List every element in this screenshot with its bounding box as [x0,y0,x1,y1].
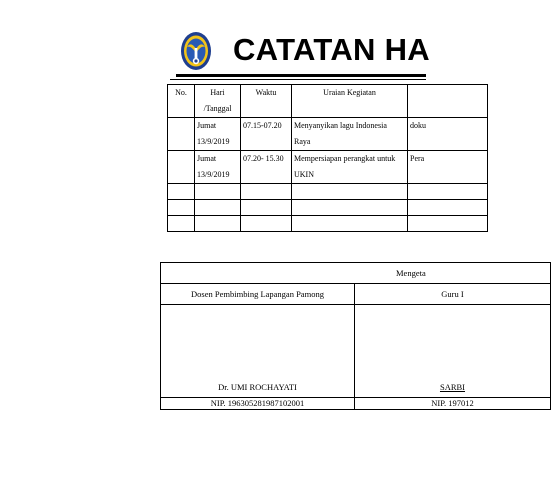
activity-log-table [167,84,426,232]
table-row [168,118,488,151]
cell-time: 07.15-07.20 [241,118,292,151]
cell-extra [408,184,488,200]
cell-day-date: Jumat 13/9/2019 [195,151,241,184]
teacher-role-label: Guru I [355,284,551,305]
column-header-extra [408,85,488,118]
column-header-time: Waktu [241,85,292,118]
cell-no [168,200,195,216]
teacher-nip: NIP. 197012 [355,398,551,410]
cell-activity: Mempersiapan perangkat untuk UKIN [292,151,408,184]
cell-time [241,184,292,200]
cell-no [168,216,195,232]
cell-activity: Menyanyikan lagu Indonesia Raya [292,118,408,151]
supervisor-role-label: Dosen Pembimbing Lapangan Pamong [161,284,355,305]
table-row [168,184,488,200]
cell-no [168,151,195,184]
table-row [168,216,488,232]
cell-time [241,200,292,216]
teacher-signature-area [355,305,551,398]
cell-extra [408,200,488,216]
cell-day-date [195,216,241,232]
cell-extra [408,216,488,232]
document-title: CATATAN HA [233,32,430,67]
cell-no [168,184,195,200]
cell-time: 07.20- 15.30 [241,151,292,184]
title-rule-thick [176,74,426,77]
cell-no [168,118,195,151]
cell-activity [292,200,408,216]
column-header-day-date: Hari /Tanggal [195,85,241,118]
cell-extra: Pera [408,151,488,184]
acknowledged-by-label: Mengeta [161,263,551,284]
cell-extra: doku [408,118,488,151]
column-header-no: No. [168,85,195,118]
supervisor-signature-name: Dr. UMI ROCHAYATI [161,305,355,398]
signature-block [160,262,474,410]
supervisor-nip: NIP. 196305281987102001 [161,398,355,410]
cell-day-date: Jumat 13/9/2019 [195,118,241,151]
cell-activity [292,184,408,200]
teacher-signature-name: SARBI [439,382,466,392]
cell-day-date [195,200,241,216]
cell-activity [292,216,408,232]
table-row [168,151,488,184]
title-rule-thin [170,79,426,80]
table-row [168,200,488,216]
university-seal-icon [180,31,212,71]
column-header-activity: Uraian Kegiatan [292,85,408,118]
cell-time [241,216,292,232]
cell-day-date [195,184,241,200]
table-header-row [168,85,488,118]
